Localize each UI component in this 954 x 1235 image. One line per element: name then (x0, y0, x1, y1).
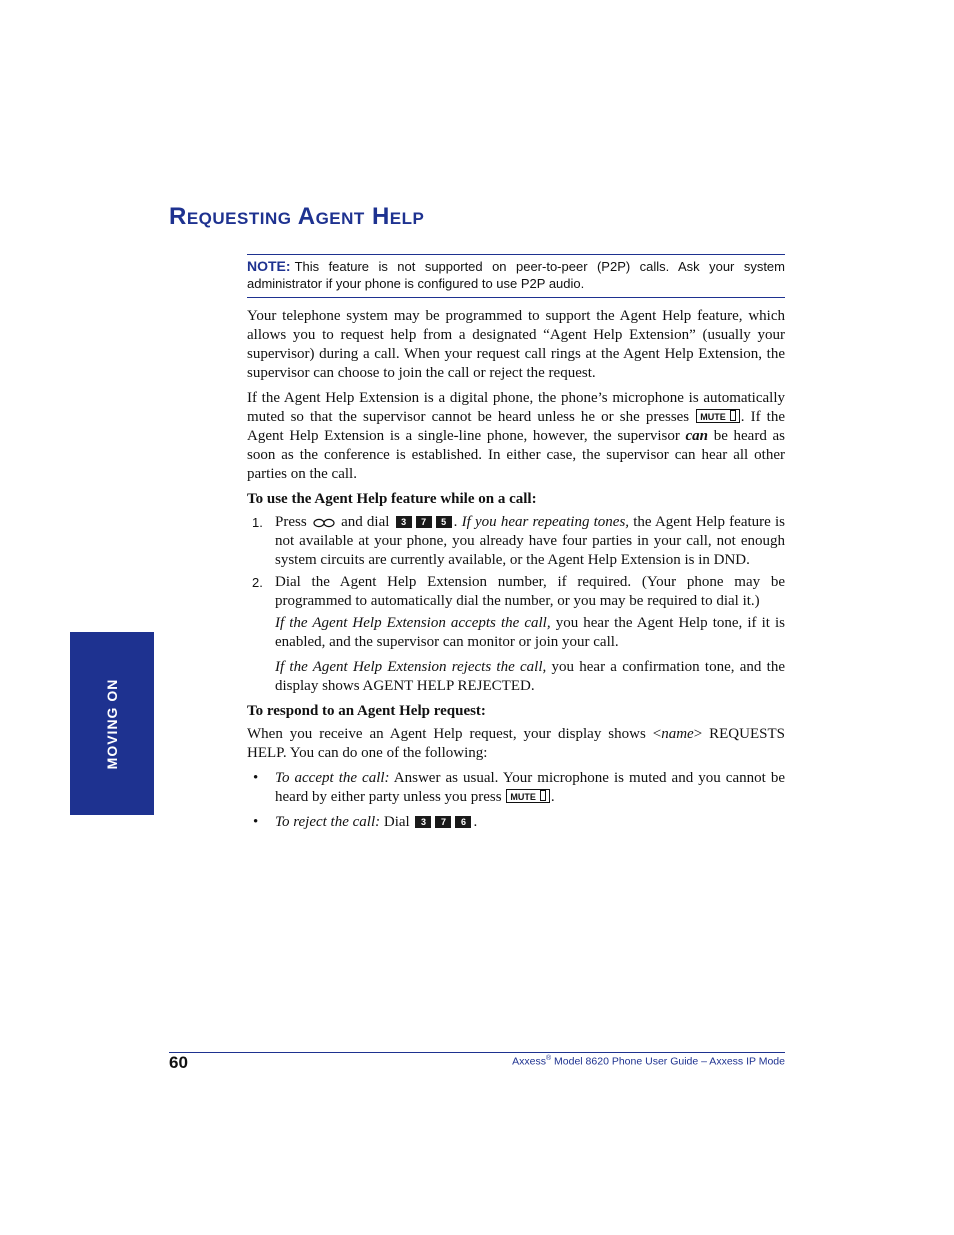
step-text: Press (275, 514, 307, 530)
footer-brand: Axxess (512, 1055, 546, 1068)
step-text: you hear the Agent Help tone, if it is enabled, and the supervisor can monitor or join your call. (275, 615, 786, 650)
step-text: Dial the Agent Help Extension number, if required. (Your phone may be programmed to automatically dial the number, or you may be required to dial it.) (275, 574, 785, 609)
step-text: . (453, 514, 458, 530)
mute-indicator-icon (540, 790, 546, 801)
step-text: you hear a confirmation tone, and the display shows AGENT HELP REJECTED. (275, 659, 785, 694)
body-text (247, 307, 785, 835)
dial-key: 3 (415, 816, 431, 828)
section-heading-respond: To respond to an Agent Help request: (247, 703, 486, 719)
step-number: 2. (252, 575, 263, 590)
dial-key: 7 (435, 816, 451, 828)
mute-key-label: MUTE (510, 792, 536, 802)
paragraph-digital-phone (247, 389, 785, 484)
bullet-reject (247, 813, 785, 832)
step-text: the Agent Help feature is not available at your phone, you already have four parties in your call, not enough system circuits are currently available, or the Agent Help Extension is in DND. (275, 514, 786, 568)
step-1 (247, 513, 785, 570)
bullet-text: . (550, 789, 555, 805)
step-2-accepts (247, 614, 785, 652)
paragraph-text: . If the Agent Help Extension is a single-line phone, however, the supervisor (247, 409, 785, 444)
dial-key: 3 (396, 516, 412, 528)
emphasis-can: can (685, 428, 709, 444)
placeholder-name: name (661, 726, 694, 742)
note-text: This feature is not supported on peer-to-peer (P2P) calls. Ask your system administrator if your phone is configured to use P2P audio. (247, 259, 785, 291)
registered-mark: ® (545, 1055, 552, 1062)
conference-link-icon (313, 518, 335, 528)
paragraph-text: be heard as soon as the conference is established. In either case, the supervisor can hear all other parties on the call. (247, 428, 785, 482)
bullet-text: Answer as usual. Your microphone is muted and you cannot be heard by either party unless you press (275, 770, 785, 805)
bullet-text: . (473, 814, 478, 830)
footer-title (512, 1055, 785, 1068)
dial-key: 7 (416, 516, 432, 528)
bullet-text: Dial (383, 814, 410, 830)
page-title: Requesting Agent Help (169, 203, 425, 230)
footer-guide-name: Model 8620 Phone User Guide – Axxess IP Mode (551, 1055, 785, 1068)
chapter-side-tab (70, 632, 154, 815)
paragraph-request (247, 725, 785, 763)
paragraph-text: If the Agent Help Extension is a digital phone, the phone’s microphone is automatically muted so that the supervisor cannot be heard unless he or she presses (247, 390, 785, 425)
step-italic: If the Agent Help Extension accepts the call, (275, 615, 551, 631)
step-text: and dial (341, 514, 390, 530)
dial-key: 6 (455, 816, 471, 828)
bullet-icon: • (253, 814, 259, 830)
dial-key: 5 (436, 516, 452, 528)
note-label: NOTE: (247, 258, 291, 274)
mute-key-label: MUTE (700, 412, 726, 422)
mute-indicator-icon (730, 410, 736, 421)
step-number: 1. (252, 515, 263, 530)
bullet-italic: To accept the call: (275, 770, 390, 786)
bullet-accept (247, 769, 785, 807)
note-box (247, 254, 785, 298)
footer-divider (169, 1052, 785, 1053)
section-heading-use: To use the Agent Help feature while on a call: (247, 491, 537, 507)
step-2-rejects (247, 658, 785, 696)
step-italic: If the Agent Help Extension rejects the call, (275, 659, 547, 675)
step-2 (247, 573, 785, 611)
step-italic: If you hear repeating tones, (461, 514, 630, 530)
page-number: 60 (169, 1053, 188, 1072)
mute-key (506, 789, 550, 803)
bullet-italic: To reject the call: (275, 814, 381, 830)
bullet-icon: • (253, 770, 259, 786)
paragraph-intro: Your telephone system may be programmed to support the Agent Help feature, which allows you to request help from a designated “Agent Help Extension” (usually your supervisor) during a call. When your request call rings at the Agent Help Extension, the supervisor can choose to join the call or reject the request. (247, 308, 785, 381)
mute-key (696, 409, 740, 423)
paragraph-text: When you receive an Agent Help request, your display shows < (247, 726, 662, 742)
chapter-label: MOVING ON (104, 678, 120, 769)
paragraph-text: > REQUESTS HELP. You can do one of the following: (247, 726, 785, 761)
